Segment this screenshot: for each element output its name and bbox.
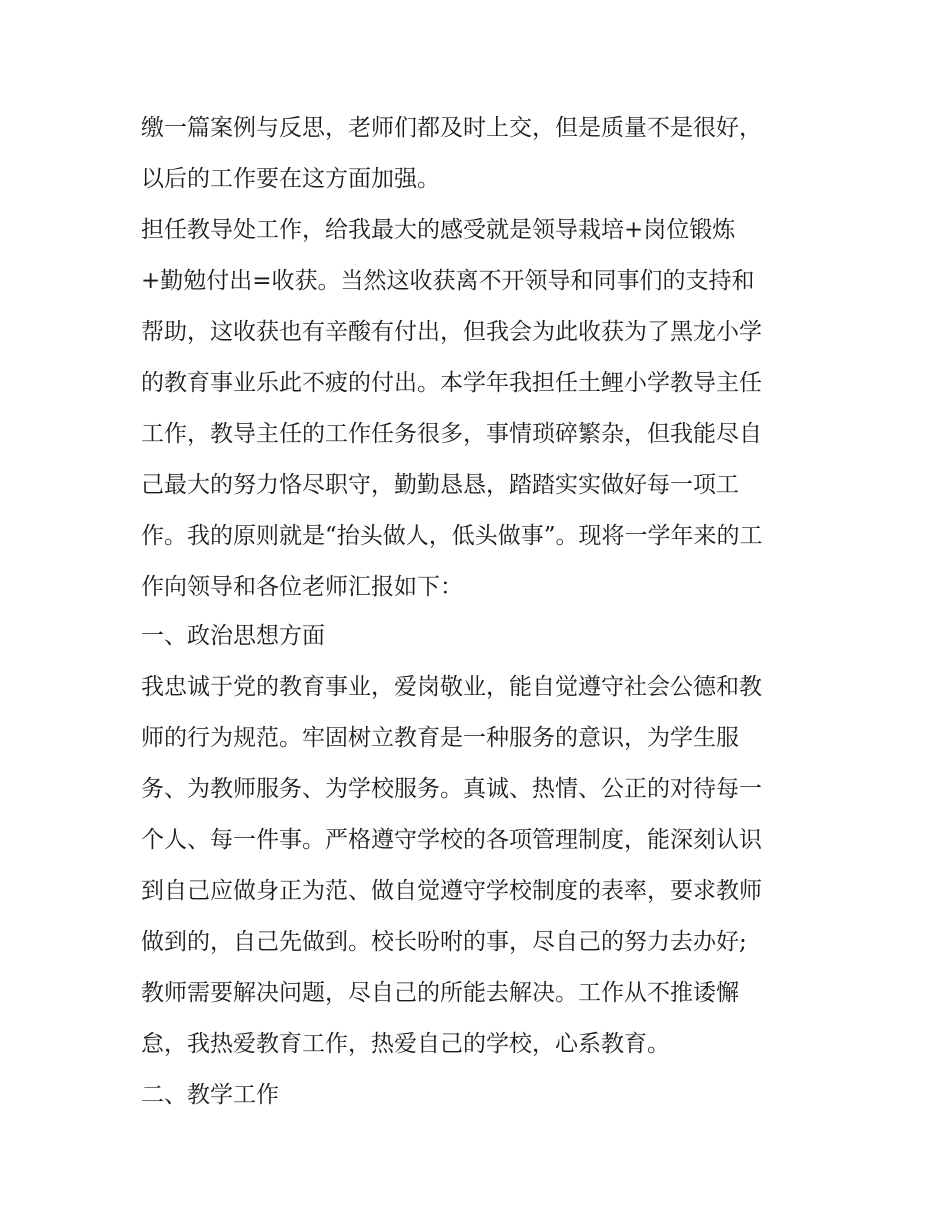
text-line: 作。我的原则就是“抬头做人，低头做事”。现将一学年来的工 (141, 523, 763, 549)
text-line: 己最大的努力恪尽职守，勤勤恳恳，踏踏实实做好每一项工 (141, 472, 739, 498)
text-line: 工作，教导主任的工作任务很多，事情琐碎繁杂，但我能尽自 (141, 421, 762, 447)
text-line: +勤勉付出=收获。当然这收获离不开领导和同事们的支持和 (141, 268, 755, 294)
text-line: 缴一篇案例与反思，老师们都及时上交，但是质量不是很好， (141, 115, 762, 141)
text-line: 务、为教师服务、为学校服务。真诚、热情、公正的对待每一 (141, 776, 762, 802)
text-line: 怠，我热爱教育工作，热爱自己的学校，心系教育。 (141, 1031, 670, 1057)
text-line: 教师需要解决问题，尽自己的所能去解决。工作从不推诿懈 (141, 980, 739, 1006)
text-line: 担任教导处工作，给我最大的感受就是领导栽培+岗位锻炼 (141, 217, 736, 243)
text-line: 我忠诚于党的教育事业，爱岗敬业，能自觉遵守社会公德和教 (141, 674, 762, 700)
text-line: 的教育事业乐此不疲的付出。本学年我担任土鲤小学教导主任 (141, 370, 762, 396)
text-line: 个人、每一件事。严格遵守学校的各项管理制度，能深刻认识 (141, 827, 762, 853)
text-line: 做到的，自己先做到。校长吩咐的事，尽自己的努力去办好; (141, 929, 747, 955)
section-heading: 一、政治思想方面 (141, 623, 325, 649)
text-line: 作向领导和各位老师汇报如下： (141, 574, 463, 600)
text-line: 到自己应做身正为范、做自觉遵守学校制度的表率，要求教师 (141, 878, 762, 904)
text-line: 师的行为规范。牢固树立教育是一种服务的意识，为学生服 (141, 725, 739, 751)
text-line: 以后的工作要在这方面加强。 (141, 166, 440, 192)
section-heading: 二、教学工作 (141, 1082, 279, 1108)
text-line: 帮助，这收获也有辛酸有付出，但我会为此收获为了黑龙小学 (141, 319, 762, 345)
